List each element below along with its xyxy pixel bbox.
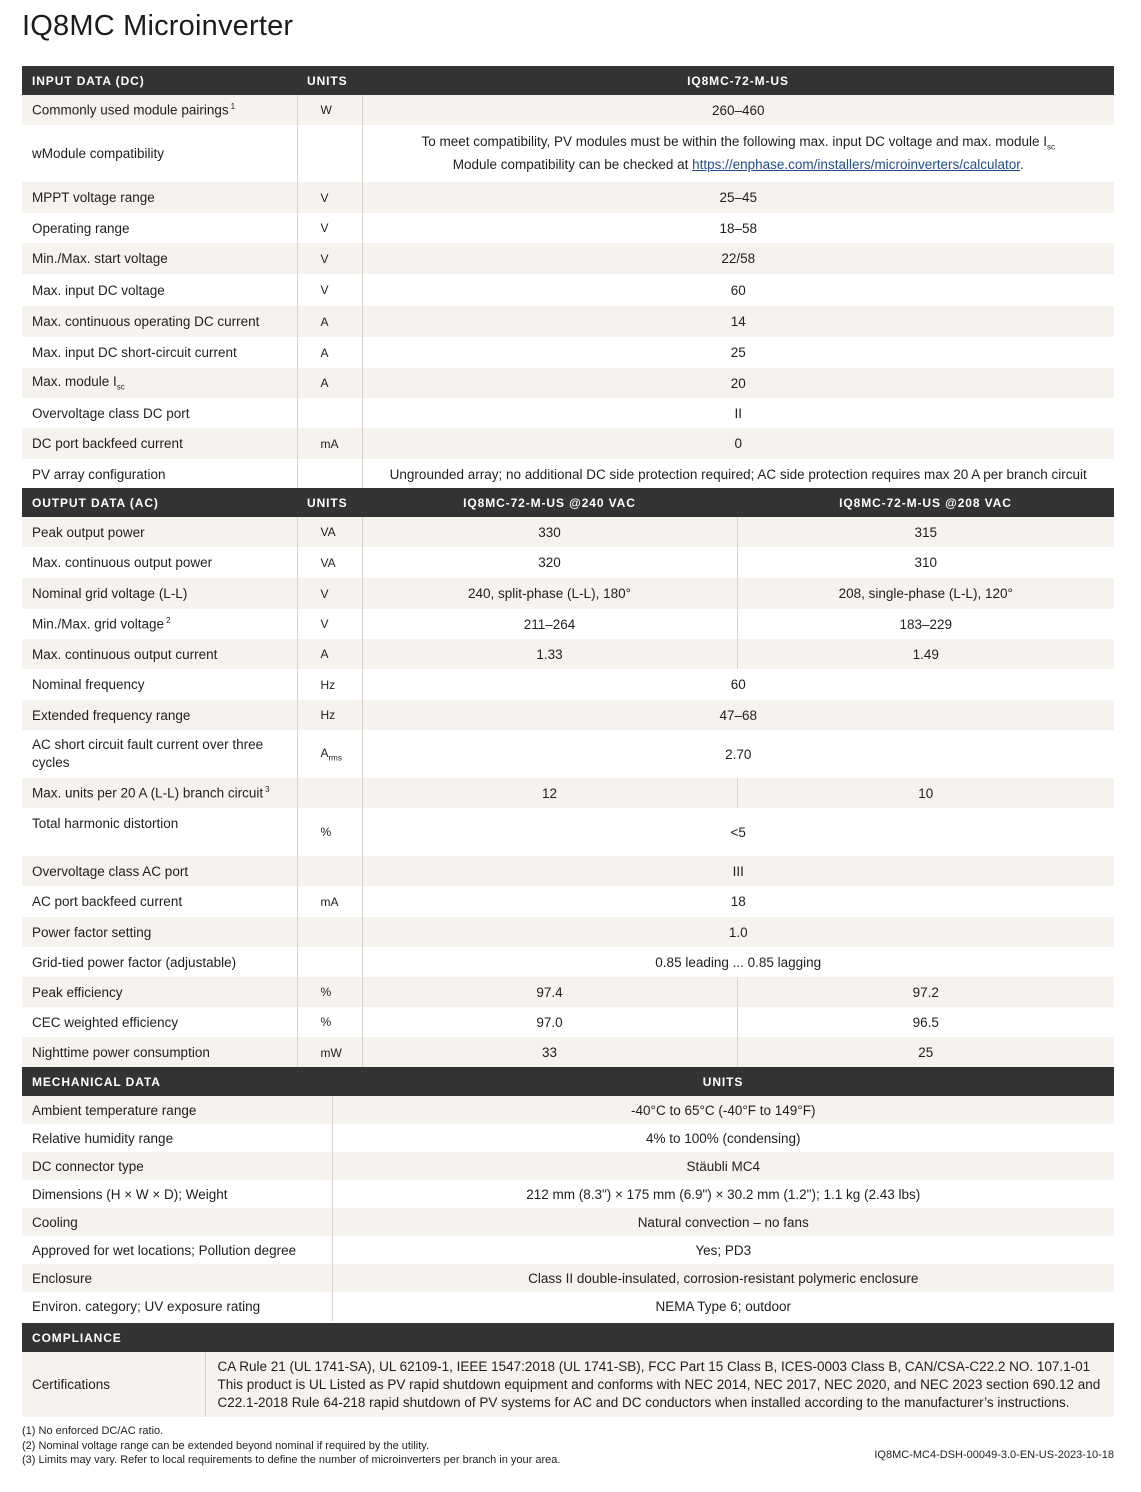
table-row: Power factor setting 1.0 bbox=[22, 917, 1114, 947]
certifications-label: Certifications bbox=[22, 1352, 205, 1417]
table-row: Operating range V 18–58 bbox=[22, 213, 1114, 243]
table-row: Environ. category; UV exposure rating NEMA Type 6; outdoor bbox=[22, 1292, 1114, 1321]
output-header: OUTPUT DATA (AC) bbox=[22, 488, 297, 517]
table-row: Nominal frequency Hz 60 bbox=[22, 669, 1114, 700]
table-row: AC short circuit fault current over three cycles $A_{rms}$ 2.70 bbox=[22, 730, 1114, 778]
table-row: Max. continuous operating DC current A 14 bbox=[22, 306, 1114, 337]
table-row: Total harmonic distortion % <5 bbox=[22, 808, 1114, 856]
footnote: (3) Limits may vary. Refer to local requirements to define the number of microinverters per branch in your area. bbox=[22, 1454, 561, 1466]
compliance-table bbox=[22, 1323, 1114, 1417]
table-row: PV array configuration Ungrounded array; no additional DC side protection required; AC side protection requires max 20 A per branch circuit bbox=[22, 459, 1114, 489]
table-row: Min./Max. grid voltage $^2$ V 211–264 183–229 bbox=[22, 609, 1114, 639]
input-data-table bbox=[22, 66, 1114, 489]
table-row: Max. continuous output current A 1.33 1.49 bbox=[22, 639, 1114, 669]
calculator-link[interactable]: https://enphase.com/installers/microinverters/calculator bbox=[692, 157, 1020, 173]
table-row: Grid-tied power factor (adjustable) 0.85 leading ... 0.85 lagging bbox=[22, 947, 1114, 977]
table-row: Max. units per 20 A (L-L) branch circuit $^3$ 12 10 bbox=[22, 778, 1114, 808]
table-row: CEC weighted efficiency % 97.0 96.5 bbox=[22, 1007, 1114, 1037]
table-row: Relative humidity range 4% to 100% (condensing) bbox=[22, 1124, 1114, 1152]
mechanical-header: MECHANICAL DATA bbox=[22, 1067, 332, 1096]
output-240-header: IQ8MC-72-M-US @240 VAC bbox=[362, 488, 737, 517]
table-row: Extended frequency range Hz 47–68 bbox=[22, 700, 1114, 730]
table-row: DC connector type Stäubli MC4 bbox=[22, 1152, 1114, 1180]
table-row: Max. input DC voltage V 60 bbox=[22, 274, 1114, 306]
output-units-header: UNITS bbox=[297, 488, 362, 517]
table-row bbox=[22, 1352, 1114, 1417]
table-row: Nominal grid voltage (L-L) V 240, split-phase (L-L), 180° 208, single-phase (L-L), 120° bbox=[22, 578, 1114, 609]
mechanical-units-header: UNITS bbox=[332, 1067, 1114, 1096]
table-row: Peak output power VA 330 315 bbox=[22, 517, 1114, 547]
certifications-value: CA Rule 21 (UL 1741-SA), UL 62109-1, IEEE 1547:2018 (UL 1741-SB), FCC Part 15 Class B, ICES-0003 Class B, CAN/CSA-C22.2 NO. 107.1-01 This product is UL Listed as PV rapid shutdown equipment and conforms with NEC 2014, NEC 2017, NEC 2020, and NEC 2023 section 690.12 and C22.1-2018 Rule 64-218 rapid shutdown of PV systems for AC and DC conductors when installed according to the manufacturer’s instructions. bbox=[205, 1352, 1114, 1417]
input-units-header: UNITS bbox=[297, 66, 362, 95]
footnote-ref: 2 bbox=[166, 616, 171, 626]
output-data-table bbox=[22, 488, 1114, 1068]
table-row: Overvoltage class DC port II bbox=[22, 398, 1114, 428]
table-row: AC port backfeed current mA 18 bbox=[22, 886, 1114, 917]
table-row: DC port backfeed current mA 0 bbox=[22, 428, 1114, 459]
table-row: Nighttime power consumption mW 33 25 bbox=[22, 1037, 1114, 1068]
table-row: Commonly used module pairings $^1$ W 260–460 bbox=[22, 95, 1114, 125]
output-208-header: IQ8MC-72-M-US @208 VAC bbox=[737, 488, 1114, 517]
compliance-header: COMPLIANCE bbox=[22, 1323, 1114, 1352]
input-model-header: IQ8MC-72-M-US bbox=[362, 66, 1114, 95]
table-row: Max. module $I_{sc}$ A 20 bbox=[22, 368, 1114, 398]
footnote-ref: 1 bbox=[230, 102, 236, 112]
table-row: Ambient temperature range -40°C to 65°C (-40°F to 149°F) bbox=[22, 1096, 1114, 1124]
table-row: Max. continuous output power VA 320 310 bbox=[22, 547, 1114, 578]
page-title: IQ8MC Microinverter bbox=[22, 10, 294, 42]
footnote: (1) No enforced DC/AC ratio. bbox=[22, 1425, 164, 1437]
footnote-ref: 3 bbox=[265, 785, 270, 795]
table-row: Enclosure Class II double-insulated, corrosion-resistant polymeric enclosure bbox=[22, 1264, 1114, 1292]
table-row: wModule compatibility To meet compatibility, PV modules must be within the following max. input DC voltage and max. module $I_{sc}$ Module compatibility can be checked at https://enphase.com/installers/microinverters/calculator. bbox=[22, 125, 1114, 182]
table-row: Cooling Natural convection – no fans bbox=[22, 1208, 1114, 1236]
table-row: Max. input DC short-circuit current A 25 bbox=[22, 337, 1114, 368]
footnotes bbox=[22, 1424, 560, 1468]
input-header: INPUT DATA (DC) bbox=[22, 66, 297, 95]
table-row: Min./Max. start voltage V 22/58 bbox=[22, 243, 1114, 274]
mechanical-data-table bbox=[22, 1067, 1114, 1321]
table-row: Dimensions (H × W × D); Weight 212 mm (8.3") × 175 mm (6.9") × 30.2 mm (1.2"); 1.1 kg (2.43 lbs) bbox=[22, 1180, 1114, 1208]
footnote: (2) Nominal voltage range can be extended beyond nominal if required by the utility. bbox=[22, 1439, 430, 1452]
table-row: MPPT voltage range V 25–45 bbox=[22, 182, 1114, 213]
document-id: IQ8MC-MC4-DSH-00049-3.0-EN-US-2023-10-18 bbox=[874, 1449, 1114, 1461]
table-row: Overvoltage class AC port III bbox=[22, 856, 1114, 886]
table-row: Approved for wet locations; Pollution degree Yes; PD3 bbox=[22, 1236, 1114, 1264]
table-row: Peak efficiency % 97.4 97.2 bbox=[22, 977, 1114, 1007]
